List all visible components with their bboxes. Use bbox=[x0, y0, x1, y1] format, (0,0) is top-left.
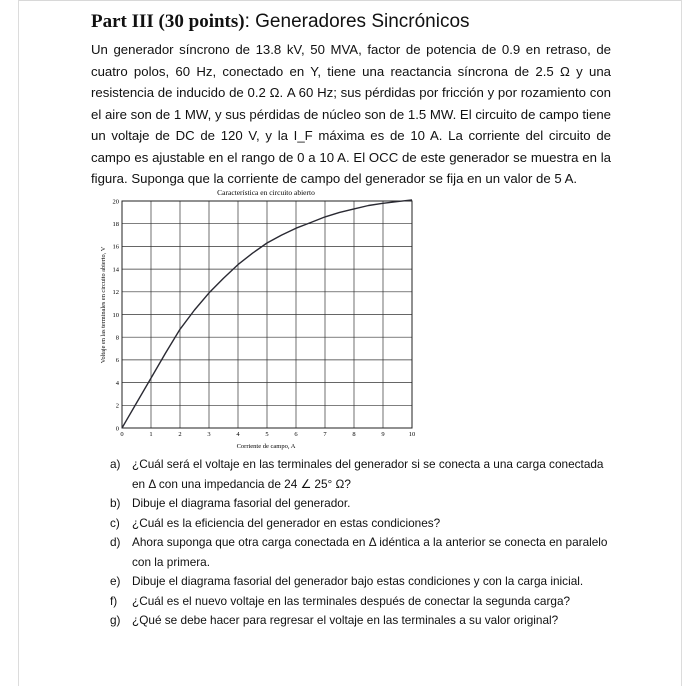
question-item bbox=[110, 455, 610, 494]
chart-y-tick-label: 8 bbox=[115, 334, 119, 342]
question-label: g) bbox=[110, 613, 121, 627]
chart-y-tick-label: 16 bbox=[112, 243, 119, 251]
chart-tick-labels bbox=[113, 198, 416, 438]
chart-x-tick-label: 6 bbox=[294, 431, 298, 438]
chart-y-tick-label: 14 bbox=[112, 266, 119, 274]
chart-y-axis-label: Voltaje en las terminales en circuito abierto, V bbox=[100, 246, 107, 364]
question-label: a) bbox=[110, 457, 121, 471]
chart-y-tick-label: 0 bbox=[115, 425, 119, 433]
chart-y-tick-label: 10 bbox=[112, 311, 119, 319]
section-heading bbox=[91, 10, 611, 34]
document-body bbox=[91, 10, 611, 190]
occ-chart bbox=[95, 184, 435, 454]
question-list bbox=[110, 455, 610, 631]
chart-grid bbox=[122, 201, 412, 428]
chart-x-tick-label: 1 bbox=[149, 431, 153, 438]
chart-title: Característica en circuito abierto bbox=[217, 188, 315, 197]
question-text: Ahora suponga que otra carga conectada en Δ idéntica a la anterior se conecta en paralelo con la primera. bbox=[132, 535, 608, 569]
chart-x-tick-label: 2 bbox=[178, 431, 182, 438]
question-text: Dibuje el diagrama fasorial del generador bajo estas condiciones y con la carga inicial. bbox=[132, 574, 584, 588]
chart-y-tick-label: 4 bbox=[115, 379, 119, 387]
question-label: d) bbox=[110, 535, 121, 549]
question-item bbox=[110, 494, 610, 514]
question-item bbox=[110, 592, 610, 612]
chart-y-tick-label: 2 bbox=[115, 402, 119, 410]
section-heading-prefix: Part III (30 points) bbox=[91, 11, 245, 32]
chart-y-tick-label: 6 bbox=[115, 357, 119, 365]
question-text: ¿Cuál es el nuevo voltaje en las terminales después de conectar la segunda carga? bbox=[132, 593, 571, 608]
page-left-edge bbox=[18, 0, 19, 686]
question-item bbox=[110, 533, 610, 572]
question-text: ¿Qué se debe hacer para regresar el voltaje en las terminales a su valor original? bbox=[132, 613, 559, 627]
chart-y-tick-label: 18 bbox=[112, 221, 119, 228]
chart-x-tick-label: 5 bbox=[265, 431, 269, 438]
chart-x-tick-label: 9 bbox=[381, 431, 385, 438]
section-heading-suffix: : Generadores Sincrónicos bbox=[244, 11, 470, 32]
occ-chart-svg bbox=[95, 184, 435, 454]
page-right-edge bbox=[681, 0, 682, 686]
question-item bbox=[110, 514, 610, 534]
chart-y-tick-label: 20 bbox=[112, 198, 119, 206]
problem-statement: Un generador síncrono de 13.8 kV, 50 MVA, factor de potencia de 0.9 en retraso, de cuatro polos, 60 Hz, conectado en Y, tiene una reactancia síncrona de 2.5 Ω y una resistencia de inducido de 0.2 Ω. A 60 Hz; sus pérdidas por fricción y por rozamiento con el aire son de 1 MW, y sus pérdidas de núcleo son de 1.5 MW. El circuito de campo tiene un voltaje de DC de 120 V, y la I_F máxima es de 10 A. La corriente del circuito de campo es ajustable en el rango de 0 a 10 A. El OCC de este generador se muestra en la figura. Suponga que la corriente de campo del generador se fija en un valor de 5 A. bbox=[91, 42, 611, 186]
question-item bbox=[110, 611, 610, 631]
chart-x-tick-label: 0 bbox=[120, 431, 124, 438]
question-label: f) bbox=[110, 593, 118, 608]
question-text: ¿Cuál es la eficiencia del generador en estas condiciones? bbox=[132, 515, 441, 530]
chart-x-tick-label: 4 bbox=[236, 431, 240, 438]
chart-x-tick-label: 3 bbox=[207, 431, 211, 438]
question-text: ¿Cuál será el voltaje en las terminales del generador si se conecta a una carga conectada en Δ con una impedancia de 24 ∠ 25° Ω? bbox=[132, 457, 604, 491]
question-label: e) bbox=[110, 574, 121, 588]
question-item bbox=[110, 572, 610, 592]
question-label: b) bbox=[110, 496, 121, 510]
chart-x-tick-label: 7 bbox=[323, 431, 327, 438]
chart-y-tick-label: 12 bbox=[112, 289, 119, 297]
page-top-edge bbox=[18, 0, 682, 1]
chart-x-tick-label: 8 bbox=[352, 431, 356, 438]
chart-x-axis-label: Corriente de campo, A bbox=[236, 443, 296, 450]
chart-x-tick-label: 10 bbox=[408, 431, 416, 438]
question-text: Dibuje el diagrama fasorial del generador. bbox=[132, 496, 351, 510]
question-label: c) bbox=[110, 515, 120, 530]
